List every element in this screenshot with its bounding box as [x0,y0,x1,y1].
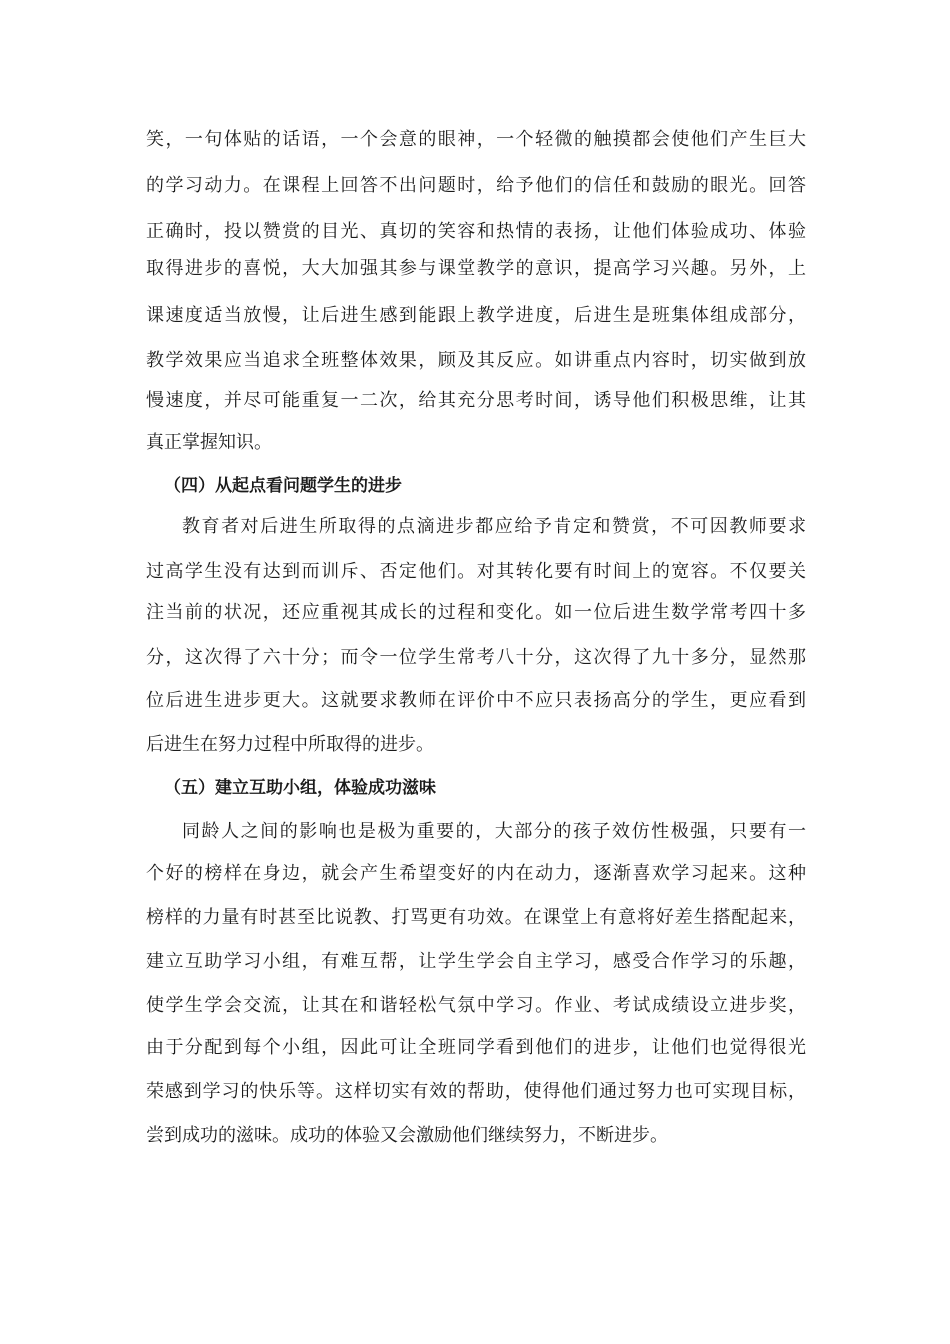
paragraph-line: 分，这次得了六十分；而令一位学生常考八十分，这次得了九十多分，显然那 [146,647,806,668]
paragraph-line: 尝到成功的滋味。成功的体验又会激励他们继续努力，不断进步。 [146,1125,668,1146]
paragraph-line: 同龄人之间的影响也是极为重要的，大部分的孩子效仿性极强，只要有一 [182,821,806,842]
paragraph-line: 教育者对后进生所取得的点滴进步都应给予肯定和赞赏，不可因教师要求 [182,516,806,537]
paragraph-line: 慢速度，并尽可能重复一二次，给其充分思考时间，诱导他们积极思维，让其 [146,390,806,411]
paragraph-line: 由于分配到每个小组，因此可让全班同学看到他们的进步，让他们也觉得很光 [146,1037,806,1058]
paragraph-line: 建立互助学习小组，有难互帮，让学生学会自主学习，感受合作学习的乐趣， [146,951,806,972]
paragraph-line: 的学习动力。在课程上回答不出问题时，给予他们的信任和鼓励的眼光。回答 [146,175,806,196]
paragraph-line: 笑，一句体贴的话语，一个会意的眼神，一个轻微的触摸都会使他们产生巨大 [146,129,806,150]
paragraph-line: 课速度适当放慢，让后进生感到能跟上教学进度，后进生是班集体组成部分， [146,305,806,326]
paragraph-line: 使学生学会交流，让其在和谐轻松气氛中学习。作业、考试成绩设立进步奖， [146,995,806,1016]
paragraph-line: 真正掌握知识。 [146,432,272,453]
paragraph-line: 取得进步的喜悦，大大加强其参与课堂教学的意识，提高学习兴趣。另外，上 [146,258,806,279]
paragraph-line: 后进生在努力过程中所取得的进步。 [146,734,434,755]
paragraph-line: 教学效果应当追求全班整体效果，顾及其反应。如讲重点内容时，切实做到放 [146,350,806,371]
section-heading: （四）从起点看问题学生的进步 [164,476,402,496]
paragraph-line: 荣感到学习的快乐等。这样切实有效的帮助，使得他们通过努力也可实现目标， [146,1081,806,1102]
paragraph-line: 注当前的状况，还应重视其成长的过程和变化。如一位后进生数学常考四十多 [146,602,806,623]
paragraph-line: 位后进生进步更大。这就要求教师在评价中不应只表扬高分的学生，更应看到 [146,690,806,711]
paragraph-line: 个好的榜样在身边，就会产生希望变好的内在动力，逐渐喜欢学习起来。这种 [146,863,806,884]
paragraph-line: 过高学生没有达到而训斥、否定他们。对其转化要有时间上的宽容。不仅要关 [146,561,806,582]
section-heading: （五）建立互助小组，体验成功滋味 [164,778,436,798]
paragraph-line: 榜样的力量有时甚至比说教、打骂更有功效。在课堂上有意将好差生搭配起来， [146,907,806,928]
paragraph-line: 正确时，投以赞赏的目光、真切的笑容和热情的表扬，让他们体验成功、体验 [146,221,806,242]
